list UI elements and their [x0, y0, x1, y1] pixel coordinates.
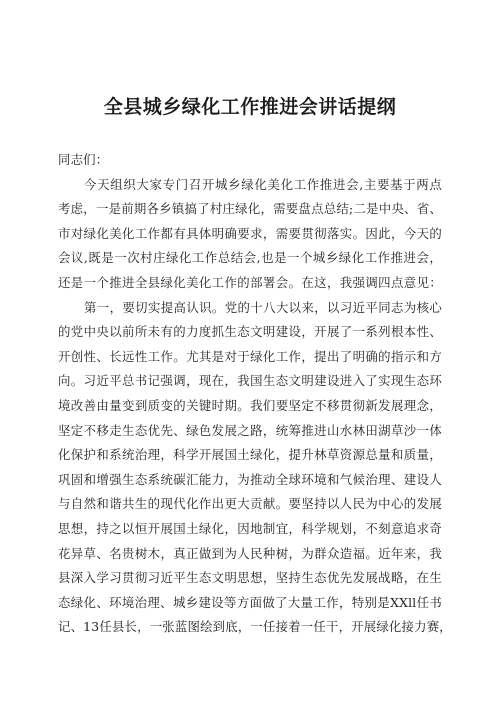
- body-line: 县深入学习贯彻习近平生态文明思想，坚持生态优先发展战略，在生: [58, 570, 442, 586]
- body-line: 会议,既是一次村庄绿化工作总结会,也是一个城乡绿化工作推进会，: [58, 250, 442, 266]
- body-line: 态绿化、环境治理、城乡建设等方面做了大量工作，特别是XXll任书: [58, 594, 442, 610]
- body-line: 开创性、长远性工作。尤其是对于绿化工作，提出了明确的指示和方: [58, 348, 442, 364]
- body-line: 市对绿化美化工作都有具体明确要求，需要贯彻落实。因此，今天的: [58, 225, 442, 241]
- body-line: 化保护和系统治理，科学开展国土绿化，提升林草资源总量和质量，: [58, 447, 442, 463]
- body-line: 与自然和谐共生的现代化作出更大贡献。要坚持以人民为中心的发展: [58, 496, 442, 512]
- body-line: 今天组织大家专门召开城乡绿化美化工作推进会,主要基于两点: [84, 176, 442, 192]
- body-line: 同志们：: [58, 152, 109, 167]
- body-line: 还是一个推进全县绿化美化工作的部署会。在这，我强调四点意见：: [58, 274, 442, 290]
- body-line: 思想，持之以恒开展国土绿化，因地制宜，科学规划，不刻意追求奇: [58, 520, 442, 536]
- body-line: 花异草、名贵树木，真正做到为人民种树，为群众造福。近年来，我: [58, 545, 442, 561]
- document-body: [58, 148, 452, 640]
- document-title: 全县城乡绿化工作推进会讲话提纲: [103, 96, 397, 118]
- body-line: 坚定不移走生态优先、绿色发展之路，统筹推进山水林田湖草沙一体: [58, 422, 442, 438]
- body-line: 第一，要切实提高认识。党的十八大以来，以习近平同志为核心: [84, 299, 442, 315]
- body-line: 向。习近平总书记强调，现在，我国生态文明建设进入了实现生态环: [58, 373, 442, 389]
- body-line: 的党中央以前所未有的力度抓生态文明建设，开展了一系列根本性、: [58, 324, 442, 340]
- body-line: 境改善由量变到质变的关键时期。我们要坚定不移贯彻新发展理念，: [58, 397, 442, 413]
- body-line: 考虑，一是前期各乡镇搞了村庄绿化，需要盘点总结;二是中央、省、: [58, 201, 442, 217]
- body-line: 巩固和增强生态系统碳汇能力，为推动全球环境和气候治理、建设人: [58, 471, 442, 487]
- body-line: 记、13任县长，一张蓝图绘到底，一任接着一任干，开展绿化接力赛，: [58, 619, 452, 635]
